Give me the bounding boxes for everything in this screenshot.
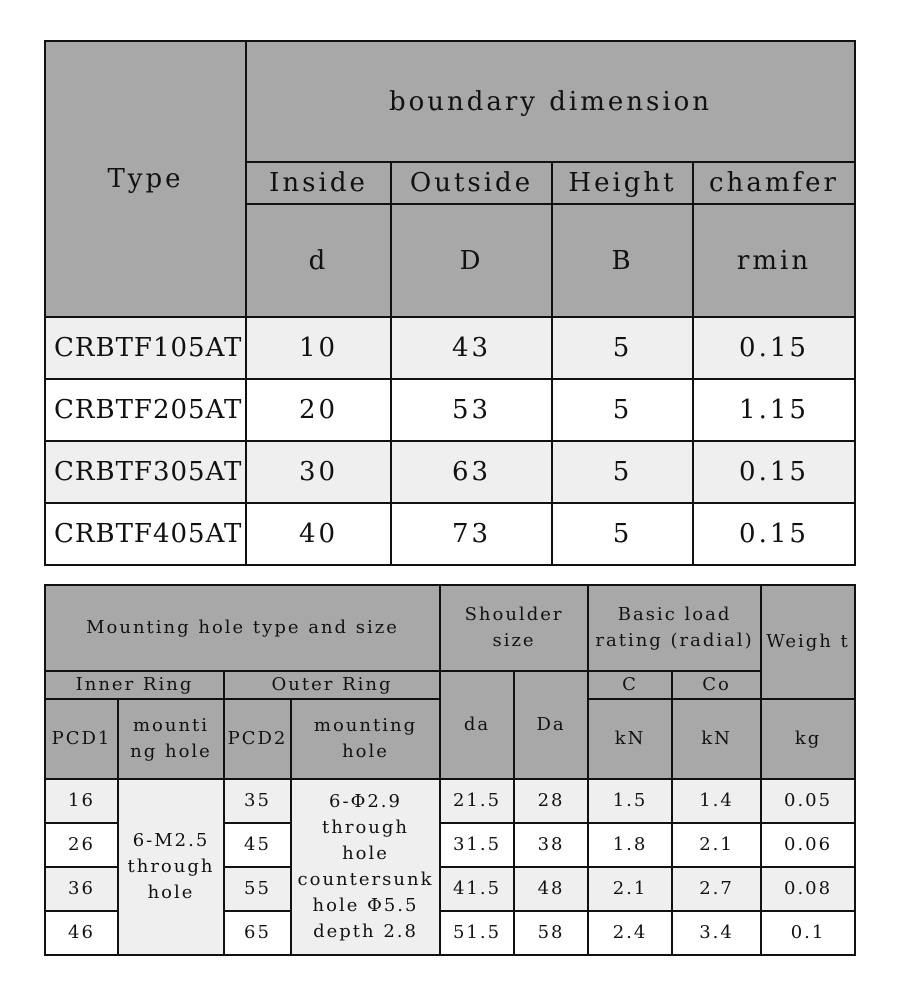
da-cell: 41.5	[440, 867, 514, 911]
Da-header: Da	[514, 671, 588, 779]
Co-unit: kN	[672, 699, 761, 779]
height-header: Height	[552, 162, 693, 204]
Da-cell: 48	[514, 867, 588, 911]
chamfer-header: chamfer	[693, 162, 855, 204]
outside-cell: 73	[391, 503, 552, 565]
type-header: Type	[45, 41, 246, 317]
weight-unit: kg	[761, 699, 855, 779]
B-symbol: B	[552, 204, 693, 317]
outer-mounting-hole-header: mounting hole	[291, 699, 440, 779]
pcd1-cell: 46	[45, 911, 118, 955]
boundary-dimension-header: boundary dimension	[246, 41, 855, 162]
da-header: da	[440, 671, 514, 779]
da-cell: 31.5	[440, 823, 514, 867]
pcd2-cell: 65	[224, 911, 291, 955]
pcd2-header: PCD2	[224, 699, 291, 779]
height-cell: 5	[552, 441, 693, 503]
outer-ring-header: Outer Ring	[224, 671, 440, 699]
rmin-symbol: rmin	[693, 204, 855, 317]
chamfer-cell: 0.15	[693, 441, 855, 503]
C-cell: 1.5	[588, 779, 672, 823]
pcd1-cell: 16	[45, 779, 118, 823]
outside-cell: 63	[391, 441, 552, 503]
d-symbol: d	[246, 204, 391, 317]
pcd1-header: PCD1	[45, 699, 118, 779]
boundary-dimension-table	[44, 40, 856, 566]
table-row	[45, 503, 855, 565]
height-cell: 5	[552, 317, 693, 379]
D-symbol: D	[391, 204, 552, 317]
weight-header: Weigh t	[761, 585, 855, 699]
inner-ring-header: Inner Ring	[45, 671, 224, 699]
type-cell: CRBTF105AT	[45, 317, 246, 379]
pcd2-cell: 35	[224, 779, 291, 823]
height-cell: 5	[552, 503, 693, 565]
outside-header: Outside	[391, 162, 552, 204]
inside-cell: 10	[246, 317, 391, 379]
pcd2-cell: 55	[224, 867, 291, 911]
Da-cell: 58	[514, 911, 588, 955]
outer-hole-spec: 6-Φ2.9 through hole countersunk hole Φ5.5 depth 2.8	[291, 779, 440, 955]
inner-hole-spec: 6-M2.5 through hole	[118, 779, 224, 955]
table-row	[45, 317, 855, 379]
chamfer-cell: 1.15	[693, 379, 855, 441]
pcd1-cell: 36	[45, 867, 118, 911]
chamfer-cell: 0.15	[693, 317, 855, 379]
pcd2-cell: 45	[224, 823, 291, 867]
Co-header: Co	[672, 671, 761, 699]
C-cell: 2.1	[588, 867, 672, 911]
Co-cell: 2.1	[672, 823, 761, 867]
da-cell: 21.5	[440, 779, 514, 823]
C-header: C	[588, 671, 672, 699]
Da-cell: 28	[514, 779, 588, 823]
outside-cell: 53	[391, 379, 552, 441]
Co-cell: 2.7	[672, 867, 761, 911]
table-row	[45, 379, 855, 441]
weight-cell: 0.08	[761, 867, 855, 911]
inside-header: Inside	[246, 162, 391, 204]
Co-cell: 3.4	[672, 911, 761, 955]
chamfer-cell: 0.15	[693, 503, 855, 565]
mounting-hole-header: Mounting hole type and size	[45, 585, 440, 671]
height-cell: 5	[552, 379, 693, 441]
C-cell: 1.8	[588, 823, 672, 867]
weight-cell: 0.05	[761, 779, 855, 823]
Co-cell: 1.4	[672, 779, 761, 823]
shoulder-size-header: Shoulder size	[440, 585, 588, 671]
inside-cell: 30	[246, 441, 391, 503]
outside-cell: 43	[391, 317, 552, 379]
Da-cell: 38	[514, 823, 588, 867]
inner-mounting-hole-header: mounti ng hole	[118, 699, 224, 779]
pcd1-cell: 26	[45, 823, 118, 867]
mounting-hole-table	[44, 584, 856, 956]
basic-load-rating-header: Basic load rating (radial)	[588, 585, 761, 671]
table-row	[45, 779, 855, 823]
weight-cell: 0.1	[761, 911, 855, 955]
type-cell: CRBTF405AT	[45, 503, 246, 565]
C-cell: 2.4	[588, 911, 672, 955]
C-unit: kN	[588, 699, 672, 779]
table-row	[45, 441, 855, 503]
inside-cell: 20	[246, 379, 391, 441]
da-cell: 51.5	[440, 911, 514, 955]
type-cell: CRBTF305AT	[45, 441, 246, 503]
weight-cell: 0.06	[761, 823, 855, 867]
type-cell: CRBTF205AT	[45, 379, 246, 441]
inside-cell: 40	[246, 503, 391, 565]
